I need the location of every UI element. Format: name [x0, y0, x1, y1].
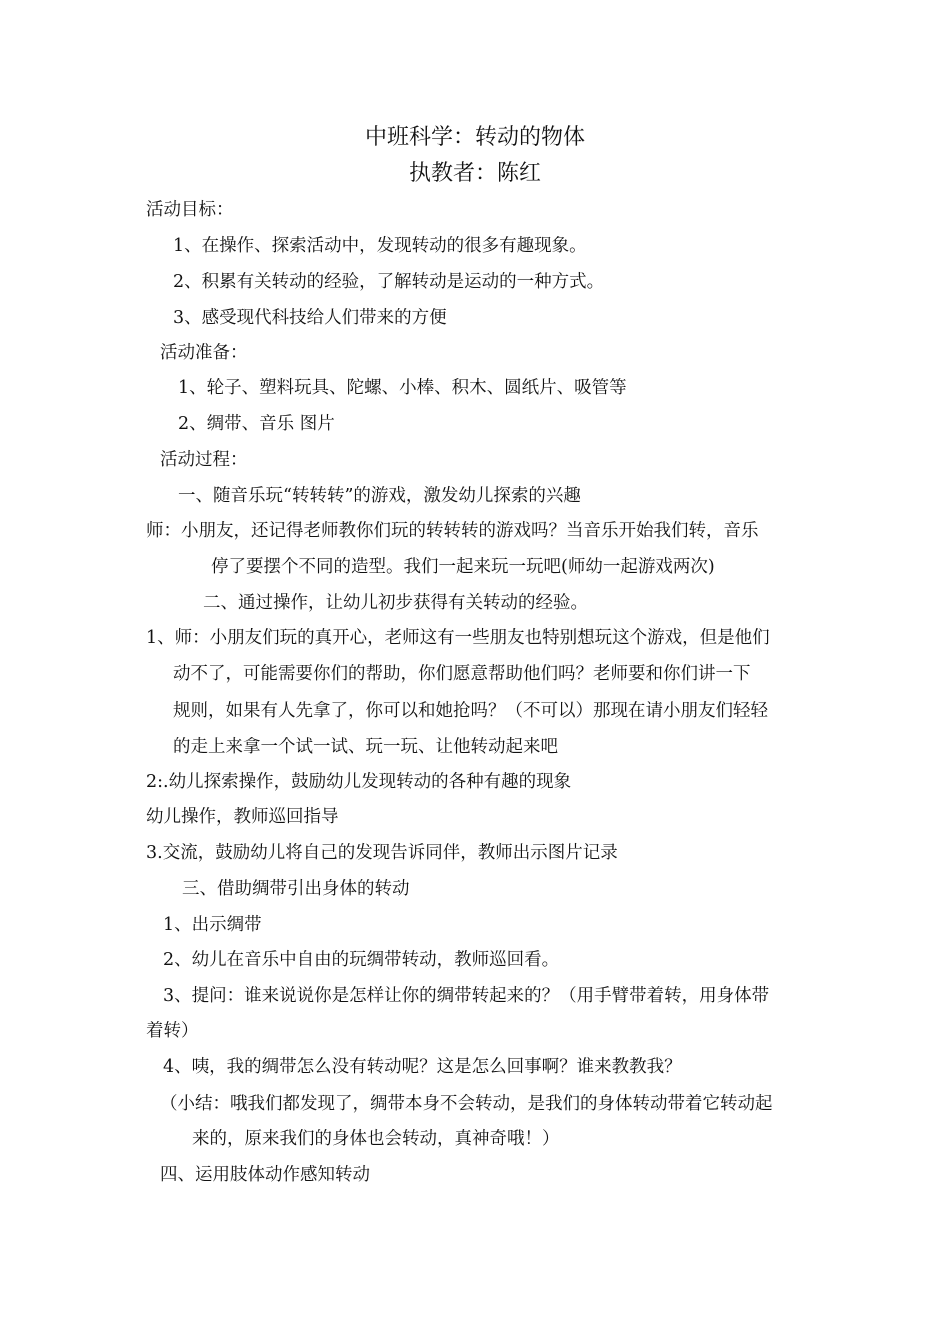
goals-heading: 活动目标： [146, 200, 234, 220]
list-item: 1、出示绸带 [163, 915, 262, 935]
list-item: 4、咦，我的绸带怎么没有转动呢？这是怎么回事啊？谁来教教我？ [163, 1057, 682, 1077]
step-heading: 三、借助绸带引出身体的转动 [182, 879, 410, 899]
document-title: 中班科学：转动的物体 [364, 125, 585, 150]
paragraph-line: 停了要摆个不同的造型。我们一起来玩一玩吧(师幼一起游戏两次) [211, 557, 715, 577]
step-heading: 二、通过操作，让幼儿初步获得有关转动的经验。 [203, 593, 588, 613]
paragraph-line: 着转） [146, 1021, 199, 1041]
summary-line: 来的，原来我们的身体也会转动，真神奇哦！） [192, 1129, 560, 1149]
teacher-name: 执教者：陈红 [408, 161, 541, 186]
paragraph-line: 动不了，可能需要你们的帮助，你们愿意帮助他们吗？老师要和你们讲一下 [173, 664, 751, 684]
paragraph-line: 3.交流，鼓励幼儿将自己的发现告诉同伴，教师出示图片记录 [146, 843, 618, 863]
step-heading: 四、运用肢体动作感知转动 [160, 1165, 370, 1185]
summary-line: （小结：哦我们都发现了，绸带本身不会转动，是我们的身体转动带着它转动起 [160, 1094, 773, 1114]
paragraph-line: 1、师：小朋友们玩的真开心，老师这有一些朋友也特别想玩这个游戏，但是他们 [146, 628, 770, 648]
process-heading: 活动过程： [160, 450, 248, 470]
paragraph-line: 幼儿操作，教师巡回指导 [146, 807, 339, 827]
goal-item: 1、在操作、探索活动中，发现转动的很多有趣现象。 [173, 236, 587, 256]
paragraph-line: 师：小朋友，还记得老师教你们玩的转转转的游戏吗？当音乐开始我们转，音乐 [146, 521, 759, 541]
step-heading: 一、随音乐玩“转转转”的游戏，激发幼儿探索的兴趣 [178, 486, 581, 506]
list-item: 2、幼儿在音乐中自由的玩绸带转动，教师巡回看。 [163, 950, 560, 970]
prep-item: 2、绸带、音乐 图片 [178, 414, 335, 434]
paragraph-line: 规则，如果有人先拿了，你可以和她抢吗？（不可以）那现在请小朋友们轻轻 [173, 701, 768, 721]
goal-item: 2、积累有关转动的经验，了解转动是运动的一种方式。 [173, 272, 605, 292]
list-item: 3、提问：谁来说说你是怎样让你的绸带转起来的？（用手臂带着转，用身体带 [163, 986, 770, 1006]
prep-item: 1、轮子、塑料玩具、陀螺、小棒、积木、圆纸片、吸管等 [178, 378, 627, 398]
goal-item: 3、感受现代科技给人们带来的方便 [173, 308, 447, 328]
paragraph-line: 的走上来拿一个试一试、玩一玩、让他转动起来吧 [173, 737, 558, 757]
prep-heading: 活动准备： [160, 343, 248, 363]
paragraph-line: 2:.幼儿探索操作，鼓励幼儿发现转动的各种有趣的现象 [146, 772, 572, 792]
